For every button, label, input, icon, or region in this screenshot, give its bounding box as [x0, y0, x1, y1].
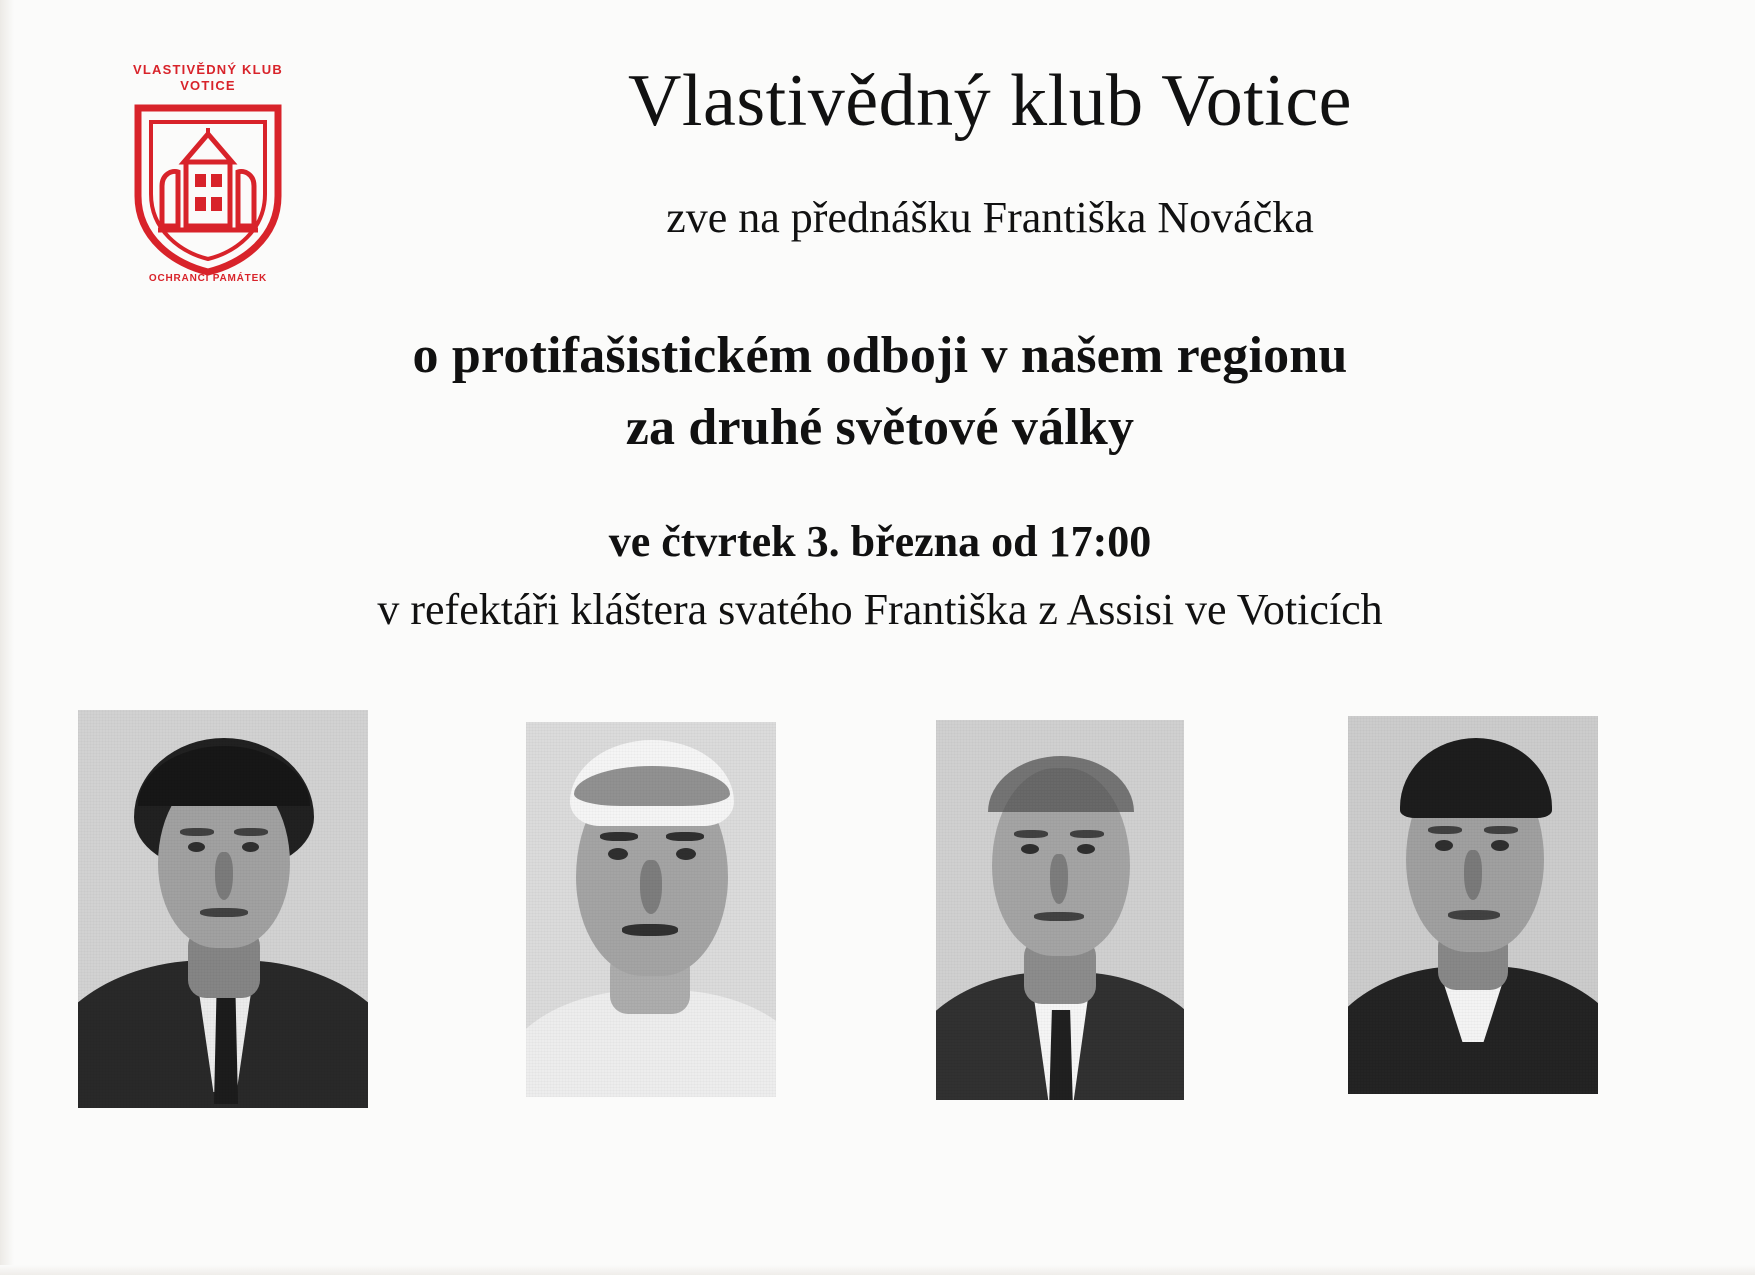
scan-edge-left [0, 0, 14, 1275]
portrait-photo-3 [936, 720, 1184, 1100]
shield-with-tower-icon [128, 100, 288, 278]
lecture-topic [120, 320, 1640, 464]
scan-edge-bottom [0, 1265, 1755, 1275]
invitation-line: zve na přednášku Františka Nováčka [666, 193, 1314, 242]
portrait-photo-1 [78, 710, 368, 1108]
page-title: Vlastivědný klub Votice [627, 60, 1353, 142]
lecture-topic-line-2: za druhé světové války [625, 399, 1135, 456]
logo-bottom-text: OCHRANCI PAMÁTEK [148, 273, 268, 284]
event-location: v refektáři kláštera svatého Františka z Assisi ve Voticích [377, 585, 1383, 634]
club-logo [108, 48, 308, 300]
portrait-photo-4 [1348, 716, 1598, 1094]
portrait-photo-2 [526, 722, 776, 1097]
logo-top-text: VLASTIVĚDNÝ KLUB VOTICE [133, 62, 283, 93]
lecture-topic-line-1: o protifašistickém odboji v našem regionu [412, 327, 1348, 384]
portrait-photo-strip [78, 710, 1678, 1140]
event-datetime: ve čtvrtek 3. března od 17:00 [608, 517, 1152, 566]
